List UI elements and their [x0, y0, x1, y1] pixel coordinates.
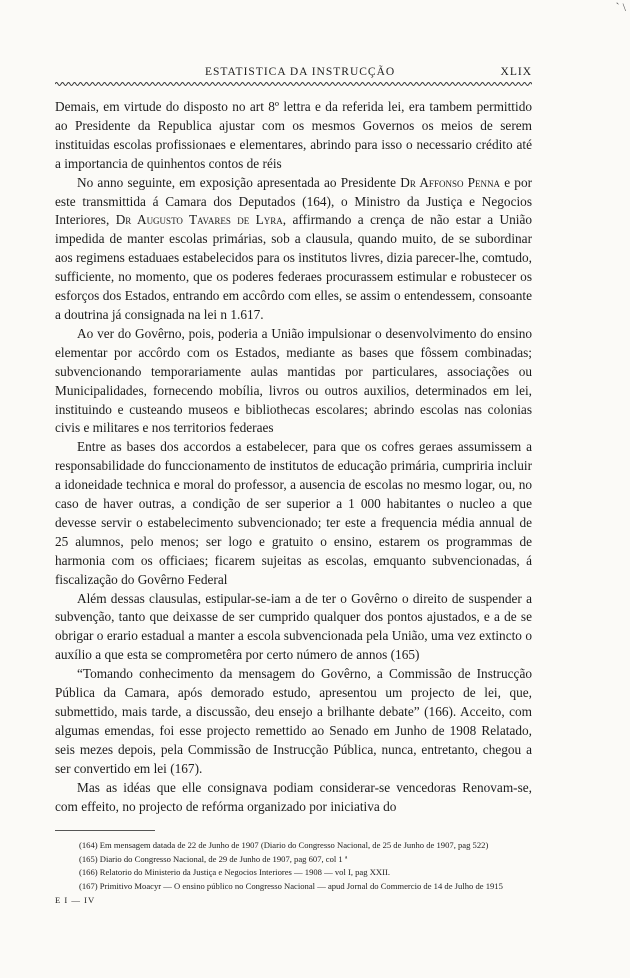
footnote-167: (167) Primitivo Moacyr — O ensino público no Congresso Nacional — apud Jornal do Commercio de 14 de Julho de 1915 [79, 880, 503, 891]
footnote-164: (164) Em mensagem datada de 22 de Junho de 1907 (Diario do Congresso Nacional, de 25 de Junho de 1907, pag 522) [79, 840, 489, 851]
paragraph-2-part-a: No anno seguinte, em exposição apresentada ao Presidente [77, 174, 397, 190]
footnote-165: (165) Diario do Congresso Nacional, de 29 de Junho de 1907, pag 607, col 1 ª [79, 853, 348, 864]
paragraph-3: Ao ver do Govêrno, pois, poderia a União impulsionar o desenvolvimento do ensino elementar por accôrdo com os Estados, mediante as bases que fôssem combinadas; subvencionando temporariamente aulas mantidas por particulares, associações ou Municipalidades, fornecendo mobília, livros ou outros auxilios, determinados em lei, instituindo e custeando museos e bibliothecas escolares; abrindo escolas nas colonias civis e militares e nos territorios federaes [55, 325, 532, 436]
president-name: Dr Affonso Penna [400, 174, 501, 190]
running-header [55, 60, 532, 82]
paragraph-1: Demais, em virtude do disposto no art 8º lettra e da referida lei, era tambem permittido ao Presidente da Republica ajustar com os mesmos Governos os meios de serem instituidas escolas profissionaes e elementares, abrindo para isso o necessario crédito até a importancia de quinhentos contos de réis [55, 99, 532, 171]
paragraph-4: Entre as bases dos accordos a estabelecer, para que os cofres geraes assumissem a responsabilidade do funccionamento de institutos de educação primária, cumpriria incluir a idoneidade technica e moral do professor, a ausencia de escolas no mesmo logar, ou, no caso de haver outras, a condição de ser superior a 1 000 habitantes o nucleo a que devesse servir o estabelecimento subvencionado; ter este a frequencia média annual de 25 alumnos, pelo menos; ser logo e gratuito o ensino, estarem os programmas de harmonia com os officiaes; ficarem sujeitas as escolas, emquanto subvencionadas, á fiscalização do Govêrno Federal [55, 439, 532, 587]
footnote-166: (166) Relatorio do Ministerio da Justiça e Negocios Interiores — 1908 — vol I, pag XXII. [79, 867, 390, 878]
paragraph-2-part-c: affirmando a crença de não estar a União impedida de manter escolas primárias, sob a clausula, quando muito, de se subordinar aos regimens estaduaes estabelecidos para os institutos livres, dizia parecer-lhe, comtudo, sufficiente, no momento, que os poderes federaes procurassem estimular e robustecer os esforços dos Estados, entrando em accôrdo com elles, se assim o entendessem, consoante a doutrina já consignada na lei n 1.617. [55, 212, 533, 322]
running-title: ESTATISTICA DA INSTRUCÇÃO [205, 66, 396, 78]
wavy-rule [55, 80, 532, 88]
signature-mark: E I — IV [55, 895, 96, 906]
corner-mark: ` \ [615, 0, 626, 14]
minister-name: Dr Augusto Tavares de Lyra, [115, 212, 287, 228]
page-number: XLIX [500, 66, 532, 78]
footnote-rule [55, 830, 155, 831]
paragraph-5: Além dessas clausulas, estipular-se-iam a de ter o Govêrno o direito de suspender a subvenção, tanto que deixasse de ser cumprido qualquer dos pontos ajustados, e a de se obrigar o erario estadual a manter a escola subvencionada pela União, uma vez extincto o auxílio a que esta se comprometêra por certo número de annos (165) [55, 590, 532, 663]
paragraph-6: “Tomando conhecimento da mensagem do Govêrno, a Commissão de Instrucção Pública da Camara, após demorado estudo, apresentou um projecto de lei, que, submettido, mais tarde, a discussão, deu ensejo a brilhante debate” (166). Acceito, com algumas emendas, foi esse projecto remettido ao Senado em Junho de 1908 Relatado, seis mezes depois, pela Commissão de Instrucção Pública, nunca, entretanto, chegou a ser convertido em lei (167). [55, 666, 532, 776]
paragraph-2 [55, 174, 532, 325]
paragraph-7: Mas as idéas que elle consignava podiam considerar-se vencedoras Renovam-se, com effeito, no projecto de refórma organizado por iniciativa do [55, 779, 532, 814]
document-page [55, 60, 532, 905]
paragraph-2-part-b: e por este transmittida á Camara dos Deputados (164), o Ministro da Justiça e Negocios Interiores, [55, 174, 533, 228]
footnotes [55, 839, 532, 893]
body-text [55, 98, 532, 816]
